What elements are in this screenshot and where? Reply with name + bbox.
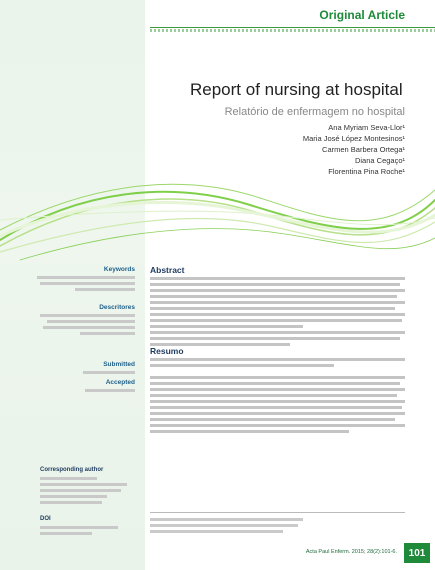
author-name: Florentina Pina Roche¹ — [328, 167, 405, 176]
text-line — [80, 332, 135, 335]
journal-reference: Acta Paul Enferm. 2015; 28(2):101-6. — [305, 549, 397, 555]
article-title: Report of nursing at hospital — [190, 80, 403, 99]
article-subtitle: Relatório de enfermagem no hospital — [224, 106, 405, 118]
doi-details — [40, 526, 135, 538]
text-line — [40, 314, 135, 317]
author-name: Diana Cegaço¹ — [354, 156, 405, 165]
header-rule — [150, 27, 435, 28]
footnote-rule — [150, 512, 405, 513]
descriptors-heading: Descritores — [99, 304, 135, 311]
descriptors-block — [40, 304, 135, 335]
text-line — [75, 288, 135, 291]
decorative-waves — [0, 160, 435, 270]
keywords-block — [37, 266, 135, 291]
accepted-block — [85, 379, 135, 392]
resumo-body — [150, 358, 405, 436]
abstract-body — [150, 277, 405, 349]
doi-heading: DOI — [40, 516, 51, 522]
footnotes — [150, 518, 405, 536]
keywords-heading: Keywords — [103, 266, 135, 273]
corresponding-author-heading: Corresponding author — [40, 467, 104, 473]
text-line — [43, 326, 135, 329]
corresponding-author-details — [40, 477, 135, 507]
text-line — [83, 371, 135, 374]
submitted-block — [83, 361, 135, 374]
text-line — [37, 276, 135, 279]
accepted-heading: Accepted — [105, 379, 135, 386]
author-name: Ana Myriam Seva-Llor¹ — [328, 123, 405, 132]
text-line — [47, 320, 135, 323]
section-label: Original Article — [319, 8, 405, 22]
text-line — [40, 282, 135, 285]
text-line — [85, 389, 135, 392]
author-name: Carmen Barbera Ortega¹ — [322, 145, 405, 154]
author-name: Maria José López Montesinos¹ — [302, 134, 405, 143]
submitted-heading: Submitted — [103, 361, 135, 368]
header-dotted-rule — [150, 29, 435, 32]
resumo-heading: Resumo — [150, 346, 184, 356]
abstract-heading: Abstract — [150, 265, 185, 275]
page-number: 101 — [404, 543, 430, 563]
